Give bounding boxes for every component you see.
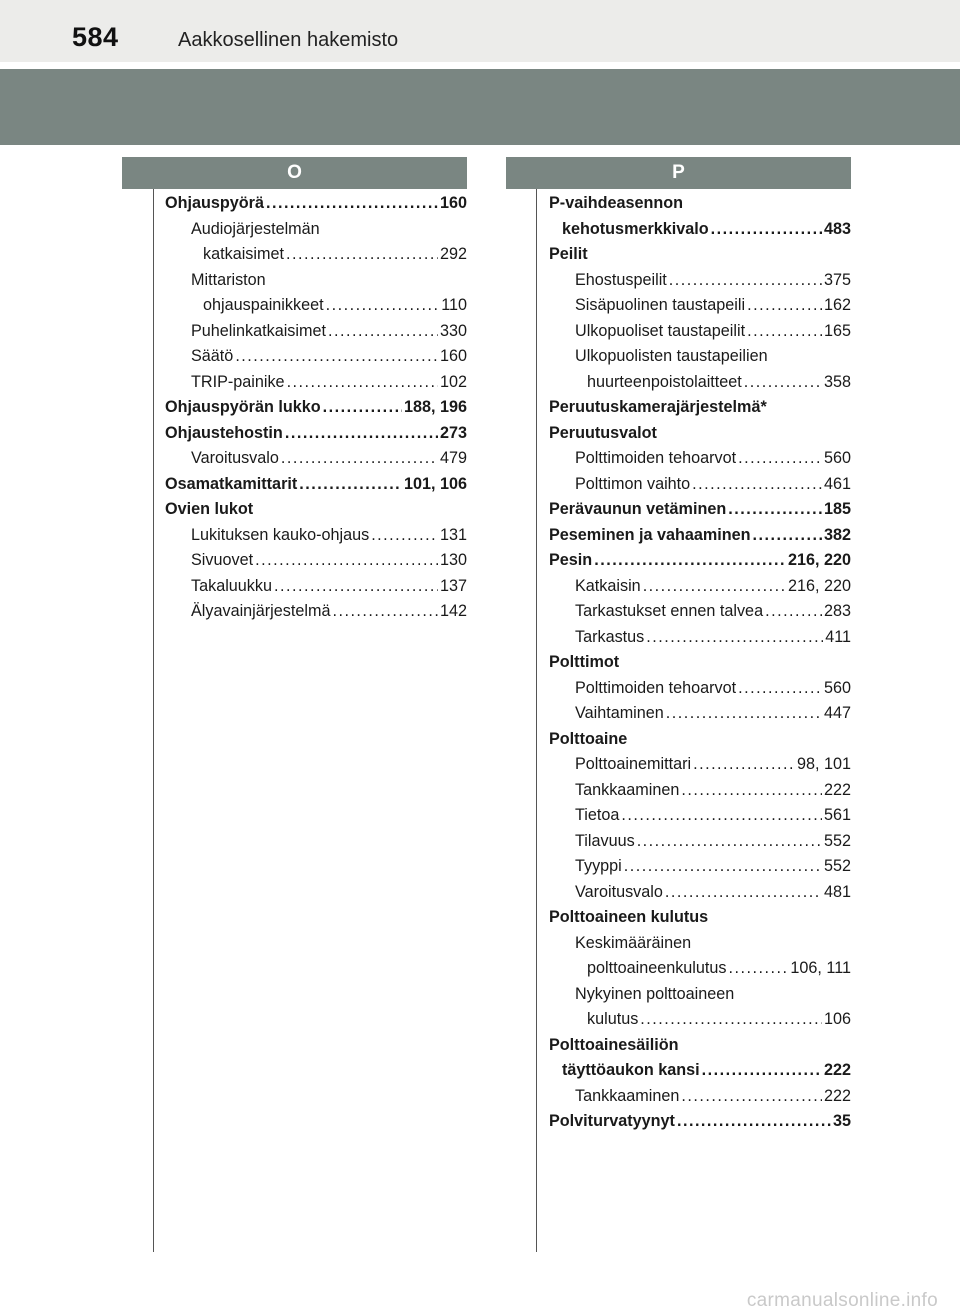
page-reference[interactable]: 131 <box>439 525 467 544</box>
index-entry <box>549 778 851 804</box>
index-term: Varoitusvalo <box>191 449 279 467</box>
page-reference[interactable]: 447 <box>823 704 851 722</box>
column-rule-left <box>153 189 154 1252</box>
index-term: Nykyinen polttoaineen <box>575 984 735 1003</box>
section-header-o: O <box>122 157 467 189</box>
index-term: Polttoaineen kulutus <box>549 908 709 926</box>
page-reference[interactable]: 552 <box>823 831 851 850</box>
page-reference[interactable]: 106 <box>823 1010 851 1028</box>
page-reference[interactable]: 560 <box>823 449 851 467</box>
index-column-o <box>165 191 467 625</box>
index-entry <box>165 446 467 472</box>
index-entry <box>165 574 467 600</box>
dot-leader <box>621 803 822 829</box>
column-rule-right <box>536 189 537 1252</box>
index-term: Ulkopuoliset taustapeilit <box>575 321 746 340</box>
index-term: katkaisimet <box>203 245 284 263</box>
index-entry <box>549 625 851 651</box>
dot-leader <box>681 1084 822 1110</box>
dot-leader <box>266 191 438 217</box>
dot-leader <box>677 1109 831 1135</box>
dot-leader <box>702 1058 822 1084</box>
index-term: Polttoainesäiliön <box>549 1035 679 1054</box>
index-term: Tietoa <box>575 806 620 824</box>
index-term: Peseminen ja vahaaminen <box>549 525 751 544</box>
index-entry <box>549 293 851 319</box>
index-entry <box>165 344 467 370</box>
page-reference[interactable]: 216, 220 <box>787 576 851 595</box>
index-term: P-vaihdeasennon <box>549 194 684 212</box>
page-reference[interactable]: 98, 101 <box>796 755 851 773</box>
index-entry <box>549 1084 851 1110</box>
index-term: Peruutusvalot <box>549 423 657 442</box>
index-entry <box>549 268 851 294</box>
index-entry <box>549 1007 851 1033</box>
dot-leader <box>326 293 440 319</box>
index-term: Lukituksen kauko-ohjaus <box>191 525 370 544</box>
index-term: Polttoainemittari <box>575 755 692 773</box>
index-term: Tankkaaminen <box>575 780 680 799</box>
index-entry <box>165 548 467 574</box>
index-entry <box>549 191 851 217</box>
index-entry <box>549 854 851 880</box>
index-term: Varoitusvalo <box>575 882 663 901</box>
index-term: Ovien lukot <box>165 500 254 518</box>
index-entry <box>549 548 851 574</box>
index-entry <box>549 344 851 370</box>
page-reference[interactable]: 292 <box>439 245 467 263</box>
index-column-p <box>549 191 851 1135</box>
page-reference[interactable]: 185 <box>823 500 851 518</box>
page-reference[interactable]: 102 <box>439 372 467 391</box>
dot-leader <box>681 778 822 804</box>
index-term: Vaihtaminen <box>575 704 664 722</box>
index-term: Tyyppi <box>575 857 622 875</box>
section-header-p: P <box>506 157 851 189</box>
page-reference[interactable]: 142 <box>439 602 467 620</box>
index-term: Polttimon vaihto <box>575 474 691 493</box>
dot-leader <box>286 242 438 268</box>
index-entry <box>165 293 467 319</box>
dot-leader <box>753 523 822 549</box>
dot-leader <box>728 497 822 523</box>
page-reference[interactable]: 375 <box>823 270 851 289</box>
index-term: Sisäpuolinen taustapeili <box>575 296 746 314</box>
index-term: huurteenpoistolaitteet <box>587 372 742 391</box>
index-entry <box>549 931 851 957</box>
page-reference[interactable]: 137 <box>439 576 467 595</box>
dot-leader <box>646 625 823 651</box>
dot-leader <box>665 880 822 906</box>
index-entry <box>549 1033 851 1059</box>
index-term: täyttöaukon kansi <box>562 1061 700 1079</box>
page-reference[interactable]: 552 <box>823 857 851 875</box>
dot-leader <box>255 548 438 574</box>
index-entry <box>549 1058 851 1084</box>
index-term: Polttimot <box>549 653 620 671</box>
dot-leader <box>744 370 822 396</box>
index-term: Keskimääräinen <box>575 933 692 952</box>
index-entry <box>549 829 851 855</box>
page-reference[interactable]: 222 <box>823 780 851 799</box>
index-entry <box>549 242 851 268</box>
index-term: ohjauspainikkeet <box>203 296 324 314</box>
index-entry <box>549 446 851 472</box>
index-entry <box>549 217 851 243</box>
dot-leader <box>328 319 438 345</box>
index-entry <box>549 599 851 625</box>
dot-leader <box>765 599 822 625</box>
index-entry <box>549 523 851 549</box>
index-entry <box>549 803 851 829</box>
index-entry <box>165 472 467 498</box>
index-entry <box>549 880 851 906</box>
index-term: Audiojärjestelmän <box>191 219 320 238</box>
page-title: Aakkosellinen hakemisto <box>178 29 399 51</box>
dot-leader <box>594 548 786 574</box>
page-reference[interactable]: 222 <box>823 1086 851 1105</box>
index-term: Älyavainjärjestelmä <box>191 602 331 620</box>
page-reference[interactable]: 283 <box>823 602 851 620</box>
dot-leader <box>692 472 822 498</box>
dot-leader <box>624 854 822 880</box>
index-entry <box>549 956 851 982</box>
dot-leader <box>738 446 822 472</box>
index-entry <box>549 905 851 931</box>
page-reference[interactable]: 273 <box>439 423 467 442</box>
page-reference[interactable]: 479 <box>439 449 467 467</box>
index-term: Katkaisin <box>575 576 641 595</box>
index-entry <box>165 523 467 549</box>
page-reference[interactable]: 110 <box>441 296 467 314</box>
index-entry <box>549 395 851 421</box>
page-reference[interactable]: 130 <box>439 551 467 569</box>
dot-leader <box>371 523 438 549</box>
page-reference[interactable]: 160 <box>439 347 467 365</box>
page-reference[interactable]: 106, 111 <box>790 959 851 977</box>
index-entry <box>165 599 467 625</box>
dot-leader <box>287 370 438 396</box>
index-entry <box>165 395 467 421</box>
dot-leader <box>669 268 822 294</box>
index-term: Tarkastukset ennen talvea <box>575 602 764 620</box>
index-term: Ulkopuolisten taustapeilien <box>575 347 768 365</box>
index-entry <box>549 982 851 1008</box>
dot-leader <box>711 217 822 243</box>
index-entry <box>549 676 851 702</box>
page-reference[interactable]: 461 <box>823 474 851 493</box>
page-reference[interactable]: 222 <box>823 1061 851 1079</box>
index-term: Peruutuskamerajärjestelmä* <box>549 398 767 416</box>
dot-leader <box>747 319 822 345</box>
page-reference[interactable]: 358 <box>823 372 851 391</box>
index-entry <box>549 319 851 345</box>
index-term: Ohjauspyörän lukko <box>165 398 321 416</box>
dot-leader <box>693 752 795 778</box>
index-term: Mittariston <box>191 270 266 289</box>
page-reference[interactable]: 160 <box>439 194 467 212</box>
dot-leader <box>235 344 438 370</box>
page-reference[interactable]: 188, 196 <box>403 398 467 416</box>
index-term: kulutus <box>587 1010 639 1028</box>
index-term: Takaluukku <box>191 576 272 595</box>
index-term: kehotusmerkkivalo <box>562 219 709 238</box>
dot-leader <box>285 421 438 447</box>
index-entry <box>165 268 467 294</box>
dot-leader <box>738 676 822 702</box>
page-reference[interactable]: 382 <box>823 525 851 544</box>
index-entry <box>549 370 851 396</box>
page-reference[interactable]: 411 <box>825 627 851 646</box>
index-entry <box>549 574 851 600</box>
dot-leader <box>637 829 822 855</box>
index-term: Pesin <box>549 551 593 569</box>
dot-leader <box>729 956 789 982</box>
index-entry <box>549 497 851 523</box>
dot-leader <box>281 446 438 472</box>
page-reference[interactable]: 101, 106 <box>403 474 467 493</box>
watermark: carmanualsonline.info <box>746 1290 938 1311</box>
dot-leader <box>332 599 438 625</box>
index-entry <box>165 370 467 396</box>
page-reference[interactable]: 330 <box>439 321 467 340</box>
index-term: Polttimoiden tehoarvot <box>575 449 737 467</box>
index-term: Polttoaine <box>549 729 628 748</box>
page-reference[interactable]: 560 <box>823 678 851 697</box>
index-term: Säätö <box>191 347 234 365</box>
index-term: Polttimoiden tehoarvot <box>575 678 737 697</box>
page-reference[interactable]: 483 <box>823 219 851 238</box>
index-term: polttoaineenkulutus <box>587 959 727 977</box>
dot-leader <box>747 293 822 319</box>
dot-leader <box>299 472 402 498</box>
index-entry <box>165 242 467 268</box>
dot-leader <box>643 574 786 600</box>
index-term: Perävaunun vetäminen <box>549 500 727 518</box>
index-term: Puhelinkatkaisimet <box>191 321 326 340</box>
index-entry <box>165 217 467 243</box>
index-entry <box>549 472 851 498</box>
index-entry <box>549 650 851 676</box>
index-entry <box>549 701 851 727</box>
page-reference[interactable]: 162 <box>823 296 851 314</box>
index-term: Tankkaaminen <box>575 1086 680 1105</box>
index-term: Sivuovet <box>191 551 254 569</box>
page-header-bar <box>0 0 960 62</box>
index-entry <box>549 752 851 778</box>
page-reference[interactable]: 561 <box>823 806 851 824</box>
page-reference[interactable]: 165 <box>823 321 851 340</box>
index-term: Osamatkamittarit <box>165 474 298 493</box>
index-entry <box>549 421 851 447</box>
page-reference[interactable]: 35 <box>832 1112 851 1130</box>
header-divider <box>0 62 960 64</box>
index-term: TRIP-painike <box>191 372 285 391</box>
dot-leader <box>274 574 438 600</box>
index-term: Peilit <box>549 245 588 263</box>
index-term: Tarkastus <box>575 627 645 646</box>
index-entry <box>165 497 467 523</box>
chapter-band <box>0 69 960 145</box>
index-term: Ohjauspyörä <box>165 194 264 212</box>
dot-leader <box>323 395 402 421</box>
index-term: Polviturvatyynyt <box>549 1112 675 1130</box>
page-number: 584 <box>72 22 119 52</box>
index-entry <box>165 319 467 345</box>
index-term: Ehostuspeilit <box>575 270 667 289</box>
index-entry <box>549 727 851 753</box>
index-entry <box>165 191 467 217</box>
index-term: Ohjaustehostin <box>165 423 283 442</box>
page-reference[interactable]: 481 <box>823 882 851 901</box>
dot-leader <box>640 1007 822 1033</box>
index-term: Tilavuus <box>575 831 635 850</box>
page-reference[interactable]: 216, 220 <box>787 551 851 569</box>
index-entry <box>549 1109 851 1135</box>
dot-leader <box>666 701 822 727</box>
index-entry <box>165 421 467 447</box>
